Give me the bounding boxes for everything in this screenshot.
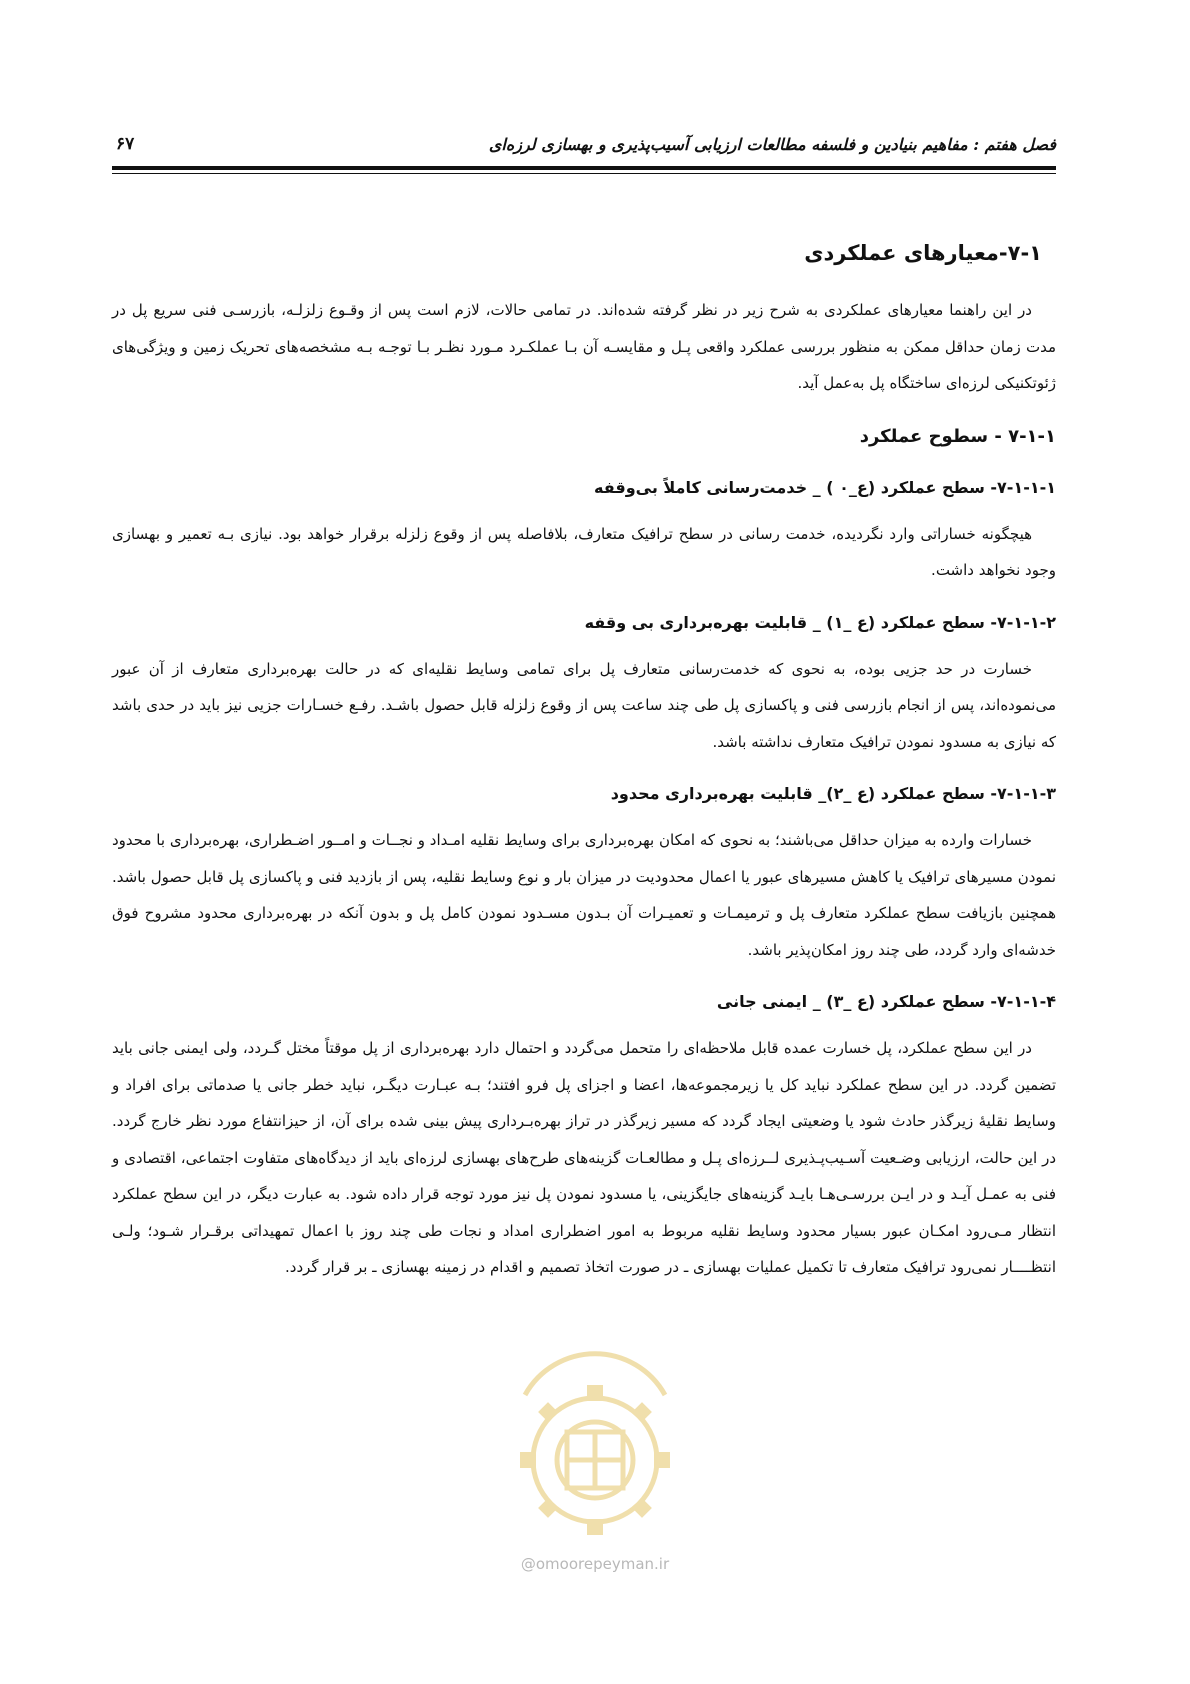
watermark-url: @omoorepeyman.ir xyxy=(520,1555,670,1573)
running-header xyxy=(112,126,1056,162)
page-content xyxy=(112,236,1056,1286)
page-number: ۶۷ xyxy=(116,134,135,154)
header-rule-secondary xyxy=(112,173,1056,174)
level-2-paragraph: خسارات وارده به میزان حداقل می‌باشند؛ به نحوی که امکان بهره‌برداری برای وسایط نقلیه امـداد و نجــات و امــور اضـطراری، بهره‌برداری با محدود نمودن مسیرهای ترافیک یا کاهش مسیرهای عبور یا اعمال محدودیت در میزان بار و نوع وسایط نقلیه، پس از بازدید فنی و پاکسازی پل قابل حصول باشد. همچنین بازیافت سطح عملکرد متعارف پل و ترمیمـات و تعمیـرات آن بـدون مسـدود نمودن کامل پل و بدون آنکه در بهره‌برداری محدود مشروح فوق خدشه‌ای وارد گردد، طی چند روز امکان‌پذیر باشد. xyxy=(112,831,1056,959)
watermark-logo-icon xyxy=(495,1325,695,1565)
section-title: ۷-۱-معیارهای عملکردی xyxy=(804,241,1042,265)
level-0-title: ۷-۱-۱-۱- سطح عملکرد (ع_۰ ) _ خدمت‌رسانی کاملاً بی‌وقفه xyxy=(594,477,1056,497)
section-intro-paragraph: در این راهنما معیارهای عملکردی به شرح زیر در نظر گرفته شده‌اند. در تمامی حالات، لازم است پس از وقـوع زلزلـه، بازرسـی فنی سریع پل در مدت زمان حداقل ممکن به منظور بررسی عملکرد واقعی پـل و مقایسـه آن بـا عملکـرد مـورد نظـر بـا توجـه بـه مشخصه‌های تحریک زمین و ویژگی‌های ژئوتکنیکی لرزه‌ای ساختگاه پل به‌عمل آید. xyxy=(112,301,1056,392)
level-1-title: ۷-۱-۱-۲- سطح عملکرد (ع _۱) _ قابلیت بهره‌برداری بی وقفه xyxy=(584,612,1056,632)
level-3-title: ۷-۱-۱-۴- سطح عملکرد (ع _۳) _ ایمنی جانی xyxy=(716,992,1056,1011)
level-0-paragraph: هیچگونه خساراتی وارد نگردیده، خدمت رسانی در سطح ترافیک متعارف، بلافاصله پس از وقوع زلزله برقرار خواهد بود. نیازی بـه تعمیر و بهسازی وجود نخواهد داشت. xyxy=(112,524,1056,579)
level-1-paragraph: خسارت در حد جزیی بوده، به نحوی که خدمت‌رسانی متعارف پل برای تمامی وسایط نقلیه‌ای که در حالت بهره‌برداری متعارف از آن عبور می‌نموده‌اند، پس از انجام بازرسی فنی و پاکسازی پل طی چند ساعت پس از وقوع زلزله قابل حصول باشـد. رفـع خسـارات جزیی نیز باید در حدی باشد که نیازی به مسدود نمودن ترافیک متعارف نداشته باشد. xyxy=(112,659,1056,751)
subsection-title: ۷-۱-۱ - سطوح عملکرد xyxy=(859,425,1056,447)
header-rule xyxy=(112,166,1056,170)
chapter-header-title: فصل هفتم : مفاهیم بنیادین و فلسفه مطالعات ارزیابی آسیب‌پذیری و بهسازی لرزه‌ای xyxy=(488,134,1056,154)
level-2-title: ۷-۱-۱-۳- سطح عملکرد (ع _۲)_ قابلیت بهره‌برداری محدود xyxy=(610,784,1056,803)
level-3-paragraph: در این سطح عملکرد، پل خسارت عمده قابل ملاحظه‌ای را متحمل می‌گردد و احتمال دارد بهره‌برداری از پل موقتاً مختل گـردد، ولی ایمنی جانی باید تضمین گردد. در این سطح عملکرد نباید کل یا زیرمجموعه‌ها، اعضا و اجزای پل فرو افتند؛ بـه عبـارت دیگـر، نباید خطر جانی یا صدماتی برای افراد و وسایط نقلیهٔ زیرگذر حادث شود یا وضعیتی ایجاد گردد که مسیر زیرگذر در تراز بهره‌بـرداری پیش بینی شده برای آن، از حیزانتفاع مورد نظر خارج گردد. در این حالت، ارزیابی وضـعیت آسـیب‌پـذیری لــرزه‌ای پـل و مطالعـات گزینه‌های طرح‌های بهسازی لرزه‌ای باید از دیدگاه‌های متفاوت اجتماعی، اقتصادی و فنی به عمـل آیـد و در ایـن بررسـی‌هـا بایـد گزینه‌های جایگزینی، یا مسدود نمودن پل نیز مورد توجه قرار داده شود. به عبارت دیگر، در این سطح عملکرد انتظار مـی‌رود امکـان عبور بسیار محدود وسایط نقلیه مربوط به امور اضطراری امداد و نجات طی چند روز با اعمال تمهیداتی برقـرار شـود؛ ولـی انتظــــار نمی‌رود ترافیک متعارف تا تکمیل عملیات بهسازی ـ در صورت اتخاذ تصمیم و اقدام در زمینه بهسازی ـ بر قرار گردد. xyxy=(112,1039,1056,1276)
